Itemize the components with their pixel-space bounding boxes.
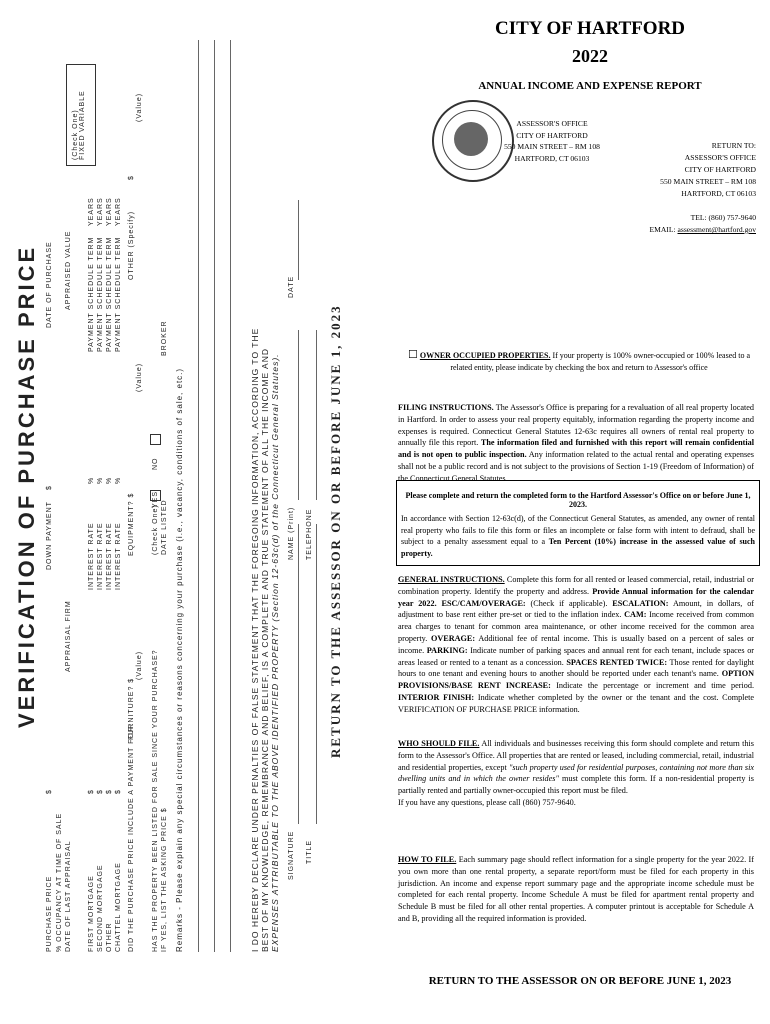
filing-instructions [398, 402, 754, 485]
asking-price-label: IF YES, LIST THE ASKING PRICE $ [161, 807, 168, 952]
declaration-line-3: EXPENSES ATTRIBUTABLE TO THE ABOVE IDENTIFIED PROPERTY (Section 12-63c(d) of the Connecticut General Statutes). [270, 353, 280, 952]
yes-checkbox[interactable] [150, 490, 161, 501]
who-heading: WHO SHOULD FILE. [398, 739, 480, 748]
notice-text: In accordance with Section 12-63c(d), of the Connecticut General Statutes, as amended, any owner of rental real property who fails to file this form or files an incomplete or false form with intent to defraud, shall be subject to a penalty assessment equal to a [401, 514, 755, 547]
payment-term-1: PAYMENT SCHEDULE TERM [88, 236, 95, 352]
did-include-label: DID THE PURCHASE PRICE INCLUDE A PAYMENT FOR: [128, 723, 135, 952]
owner-occupied-checkbox[interactable]: ☐ [407, 349, 418, 361]
general-t6: Indicate number of parking spaces and annual rent for each tenant, include spaces or areas leased or rented to a tenant as a concession. [398, 645, 755, 667]
percent-1: % [88, 476, 95, 484]
general-t5: Additional fee of rental income. This is usually based on a percent of sales or income. [398, 633, 755, 655]
filing-text-1: The Assessor's Office is preparing for a revaluation of all real property located in Hartford. In order to assess your real property equitably, information regarding the property income and expenses is required. Connecticut General Statutes 12-63c requires all owners of rental real property to annually file this report. [398, 403, 754, 448]
owner-occupied-text: If your property is 100% owner-occupied or 100% leased to a related entity, please indicate by checking the box and return to Assessor's office [450, 351, 751, 372]
telephone-line[interactable] [316, 330, 317, 500]
email-label: EMAIL: [649, 225, 676, 234]
second-mortgage-dollar: $ [97, 789, 104, 794]
other-mortgage-label: OTHER [106, 922, 113, 952]
payment-term-2: PAYMENT SCHEDULE TERM [97, 236, 104, 352]
purchase-price-label: PURCHASE PRICE [46, 875, 53, 952]
return-to-tel: TEL: (860) 757-9640 [690, 213, 756, 222]
verification-title: VERIFICATION OF PURCHASE PRICE [14, 244, 39, 728]
filing-heading: FILING INSTRUCTIONS. [398, 403, 494, 412]
notice-body [401, 513, 755, 559]
return-vertical: RETURN TO THE ASSESSOR ON OR BEFORE JUNE 1, 2023 [328, 304, 343, 758]
report-page [390, 0, 770, 1024]
how-to-file [398, 854, 754, 925]
office-line-4: HARTFORD, CT 06103 [514, 153, 590, 163]
appraisal-firm-label: APPRAISAL FIRM [65, 600, 72, 672]
name-line[interactable] [298, 330, 299, 500]
general-b2: ESCALATION: [612, 598, 669, 608]
owner-occupied-section [404, 349, 754, 374]
remarks-line-1 [198, 40, 199, 952]
other-mortgage-dollar: $ [106, 789, 113, 794]
declaration-line-1: I DO HEREBY DECLARE UNDER PENALTIES OF FALSE STATEMENT THAT THE FOREGOING INFORMATION, ACCORDING TO THE [250, 327, 260, 952]
general-b8: INTERIOR FINISH: [398, 692, 475, 702]
report-year: 2022 [572, 46, 608, 66]
equipment-label: EQUIPMENT? $ [128, 492, 135, 556]
return-to-line-1: ASSESSOR'S OFFICE [684, 153, 756, 162]
equipment-value: (Value) [136, 362, 143, 392]
percent-2: % [97, 476, 104, 484]
general-t7: Those rented for daylight hours to one tenant and evening hours to another should be reported under each tenant's name. [398, 657, 755, 679]
name-print-label: NAME (Print) [288, 506, 295, 560]
chattel-mortgage-dollar: $ [115, 789, 122, 794]
remarks-line-3 [230, 40, 231, 952]
title-label: TITLE [306, 839, 313, 864]
years-2: YEARS [97, 197, 104, 226]
percent-3: % [106, 476, 113, 484]
years-4: YEARS [115, 197, 122, 226]
general-b1: Provide Annual information for the calendar year 2022. ESC/CAM/OVERAGE: [398, 586, 755, 608]
check-one-listed: (Check One) [152, 504, 159, 555]
date-line[interactable] [298, 200, 299, 280]
other-specify-dollar: $ [128, 175, 135, 180]
who-t2: must complete this form. If a non-residential property is partially rented and partially owner-occupied this report must be filed. [398, 774, 754, 796]
signature-line[interactable] [298, 524, 299, 824]
owner-occupied-heading: OWNER OCCUPIED PROPERTIES. [419, 351, 551, 360]
general-b4: OVERAGE: [430, 633, 476, 643]
appraised-value-label: APPRAISED VALUE [65, 230, 72, 310]
first-mortgage-dollar: $ [88, 789, 95, 794]
return-to-label: RETURN TO: [711, 141, 756, 150]
general-t4: Income received from common area charges to tenant for common area maintenance, or other income received for the common area property. [398, 610, 755, 643]
down-payment-label: DOWN PAYMENT [46, 501, 53, 570]
office-line-1: ASSESSOR'S OFFICE [516, 119, 588, 128]
title-line[interactable] [316, 524, 317, 824]
years-1: YEARS [88, 197, 95, 226]
general-b7: OPTION PROVISIONS/BASE RENT INCREASE: [398, 669, 755, 691]
general-t1: Complete this form for all rented or leased commercial, retail, industrial or combination property. Identify the property and address. [398, 575, 754, 596]
no-checkbox[interactable] [150, 434, 161, 445]
return-to-line-3: 550 MAIN STREET – RM 108 [660, 177, 756, 186]
variable-label: VARIABLE [79, 90, 86, 132]
declaration-line-2: BEST OF MY KNOWLEDGE, REMEMBRANCE AND BELIEF, IS A COMPLETE AND TRUE STATEMENT OF ALL THE INCOME AND [260, 348, 270, 952]
office-line-2: CITY OF HARTFORD [516, 130, 588, 140]
furniture-label: FURNITURE? $ [128, 677, 135, 740]
purchase-price-dollar: $ [46, 789, 53, 794]
interest-rate-1: INTEREST RATE [88, 522, 95, 590]
occupancy-label: % OCCUPANCY AT TIME OF SALE [56, 812, 63, 952]
remarks-label: Remarks - Please explain any special circumstances or reasons concerning your purchase (i.e., vacancy, conditions of sale, etc.) [175, 367, 184, 952]
office-address [492, 118, 612, 164]
return-to-block [620, 140, 756, 236]
remarks-line-2 [214, 40, 215, 952]
general-b3: CAM: [624, 610, 647, 620]
general-b6: SPACES RENTED TWICE: [566, 657, 668, 667]
interest-rate-4: INTEREST RATE [115, 522, 122, 590]
furniture-value: (Value) [136, 650, 143, 680]
telephone-label: TELEPHONE [306, 508, 313, 560]
who-italic: "such property used for residential purposes, containing not more than six dwelling units and in which the owner resides" [398, 762, 755, 784]
email-link[interactable]: assessment@hartford.gov [677, 225, 756, 234]
notice-heading: Please complete and return the completed form to the Hartford Assessor's Office on or before June 1, 2023. [405, 491, 751, 509]
no-label: NO [152, 457, 159, 470]
signature-label: SIGNATURE [288, 830, 295, 880]
general-b5: PARKING: [426, 645, 468, 655]
city-title: CITY OF HARTFORD [494, 18, 686, 39]
broker-label: BROKER [161, 320, 168, 356]
first-mortgage-label: FIRST MORTGAGE [88, 875, 95, 952]
general-heading: GENERAL INSTRUCTIONS. [398, 575, 505, 584]
howto-text: Each summary page should reflect information for a single property for the year 2022. If you own more than one rental property, a separate report/form must be filed for each property in this jurisdiction. An income and expense report summary page and the appropriate income schedule must be completed for each rental property. Income Schedule A must be filed for apartment rental property and Schedule B must be filed for all other rental properties. A computer printout is acceptable for Schedule A and B, providing all the required information is provided. [398, 855, 754, 923]
date-label: DATE [288, 275, 295, 298]
other-value: (Value) [136, 92, 143, 122]
filing-bold: The information filed and furnished with this report will remain confidential and is not open to public inspection. [398, 438, 754, 460]
chattel-mortgage-label: CHATTEL MORTGAGE [115, 862, 122, 952]
last-appraisal-label: DATE OF LAST APPRAISAL [65, 840, 72, 952]
payment-term-3: PAYMENT SCHEDULE TERM [106, 236, 113, 352]
howto-heading: HOW TO FILE. [398, 855, 457, 864]
years-3: YEARS [106, 197, 113, 226]
general-t3: Amount, in dollars, of adjustment to base rent either pre-set or tied to the inflation index. [398, 598, 755, 620]
interest-rate-2: INTEREST RATE [97, 522, 104, 590]
other-specify-label: OTHER (Specify) [128, 210, 135, 280]
return-to-line-2: CITY OF HARTFORD [684, 165, 756, 174]
office-line-3: 550 MAIN STREET – RM 108 [504, 142, 600, 151]
yes-label: YES [152, 490, 159, 508]
return-to-line-4: HARTFORD, CT 06103 [681, 189, 756, 198]
date-listed-label: DATE LISTED [161, 499, 168, 555]
report-title: ANNUAL INCOME AND EXPENSE REPORT [478, 80, 702, 92]
filing-text-2: Any information related to the actual rental and operating expenses shall not be a public record and is not subject to the provisions of Section 1-19 (Freedom of Information) of the Connecticut General Statutes. [398, 450, 754, 483]
fixed-label: FIXED [79, 134, 86, 160]
notice-box [396, 480, 760, 566]
payment-term-4: PAYMENT SCHEDULE TERM [115, 236, 122, 352]
general-instructions [398, 574, 754, 716]
date-of-purchase-label: DATE OF PURCHASE [46, 241, 53, 328]
who-t1: All individuals and businesses receiving this form should complete and return this form to the Assessor's Office. All properties that are rented or leased, including commercial, retail, industrial and residential properties, except [398, 739, 754, 772]
notice-bold: Ten Percent (10%) increase in the assessed value of such property. [401, 537, 756, 558]
listed-question: HAS THE PROPERTY BEEN LISTED FOR SALE SINCE YOUR PURCHASE? [152, 649, 159, 952]
who-should-file [398, 738, 754, 809]
general-t9: Indicate whether completed by the owner or the tenant and the cost. Complete VERIFICATION OF PURCHASE PRICE information. [398, 692, 754, 714]
interest-rate-3: INTEREST RATE [106, 522, 113, 590]
down-payment-dollar: $ [46, 485, 53, 490]
footer-return: RETURN TO THE ASSESSOR ON OR BEFORE JUNE 1, 2023 [428, 975, 732, 987]
second-mortgage-label: SECOND MORTGAGE [97, 864, 104, 952]
check-one-label: (Check One) [72, 109, 79, 160]
general-t8: Indicate the percentage or increment and time period. [556, 681, 755, 691]
percent-4: % [115, 476, 122, 484]
who-t3: If you have any questions, please call (860) 757-9640. [398, 797, 576, 807]
general-t2: (Check if applicable). [530, 598, 608, 608]
return-to-email [620, 224, 756, 236]
